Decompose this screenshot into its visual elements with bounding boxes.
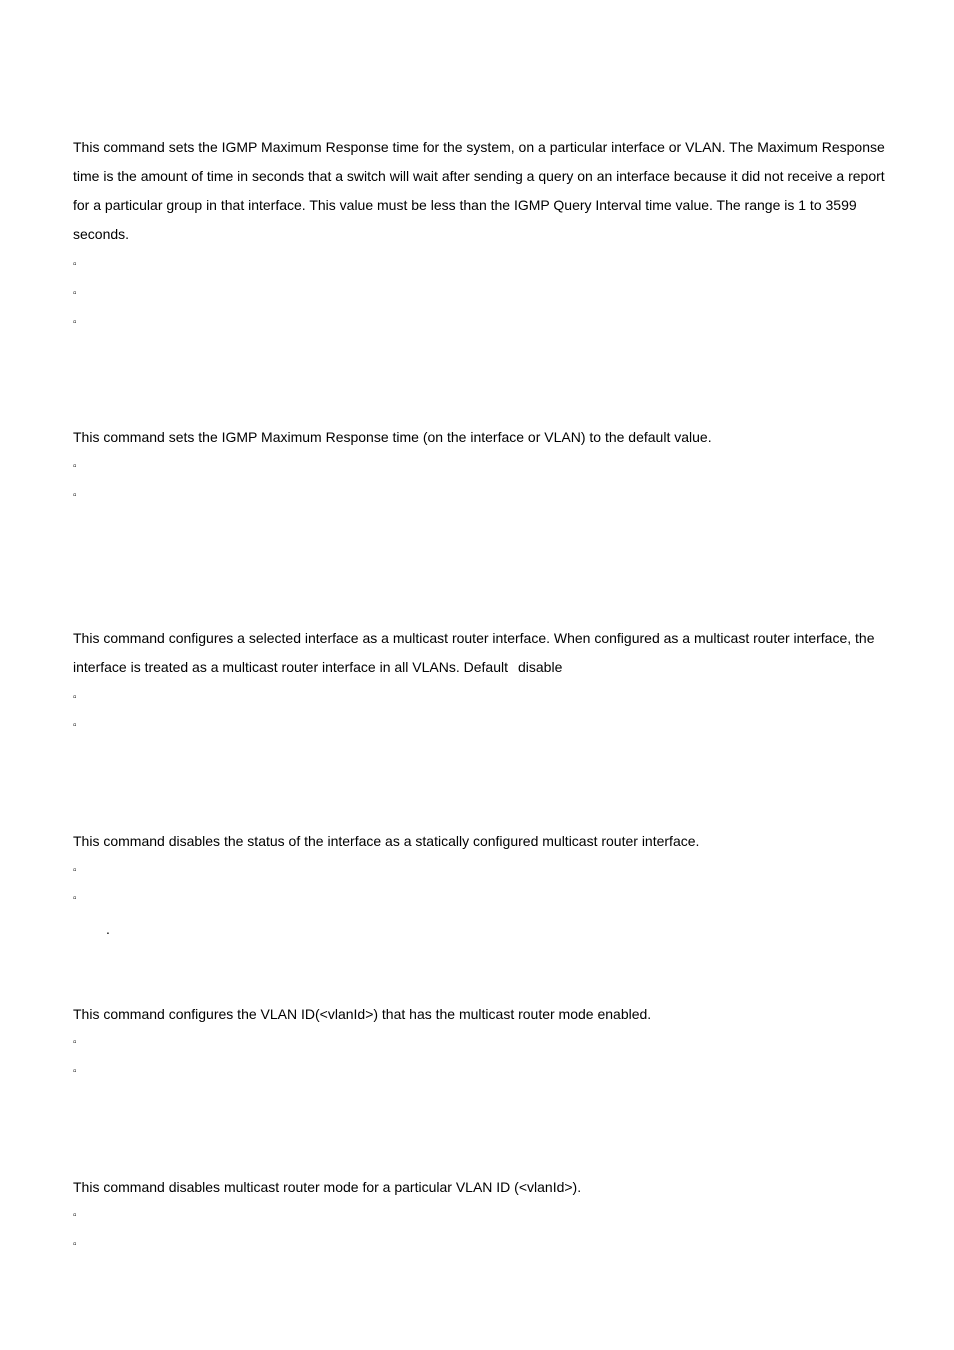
bullet-icon: ▫ [73, 288, 77, 299]
bullet-icon: ▫ [73, 893, 77, 904]
bullet-icon: ▫ [73, 720, 77, 731]
section-3-text: This command configures a selected interface as a multicast router interface. When configured as a multicast router interface, the interface is treated as a multicast router interface in all VLANs. Default [73, 630, 875, 675]
bullet-icon: ▫ [73, 1210, 77, 1221]
bullet-icon: ▫ [73, 692, 77, 703]
bullet-icon: ▫ [73, 461, 77, 472]
section-6-description: This command disables multicast router mode for a particular VLAN ID (<vlanId>). [73, 1179, 582, 1195]
bullet-icon: ▫ [73, 1066, 77, 1077]
default-value: disable [517, 659, 563, 675]
trailing-period: . [106, 921, 110, 937]
section-5-description: This command configures the VLAN ID(<vlanId>) that has the multicast router mode enabled. [73, 1006, 652, 1022]
section-2-description: This command sets the IGMP Maximum Response time (on the interface or VLAN) to the default value. [73, 429, 712, 445]
bullet-icon: ▫ [73, 1037, 77, 1048]
bullet-icon: ▫ [73, 1239, 77, 1250]
bullet-icon: ▫ [73, 259, 77, 270]
bullet-icon: ▫ [73, 865, 77, 876]
section-4-description: This command disables the status of the interface as a statically configured multicast router interface. [73, 833, 700, 849]
bullet-icon: ▫ [73, 317, 77, 328]
section-1-description: This command sets the IGMP Maximum Response time for the system, on a particular interface or VLAN. The Maximum Response time is the amount of time in seconds that a switch will wait after sending a query on an interface because it did not receive a report for a particular group in that interface. This value must be less than the IGMP Query Interval time value. The range is 1 to 3599 seconds. [73, 139, 885, 242]
bullet-icon: ▫ [73, 490, 77, 501]
section-3-description [73, 624, 885, 682]
